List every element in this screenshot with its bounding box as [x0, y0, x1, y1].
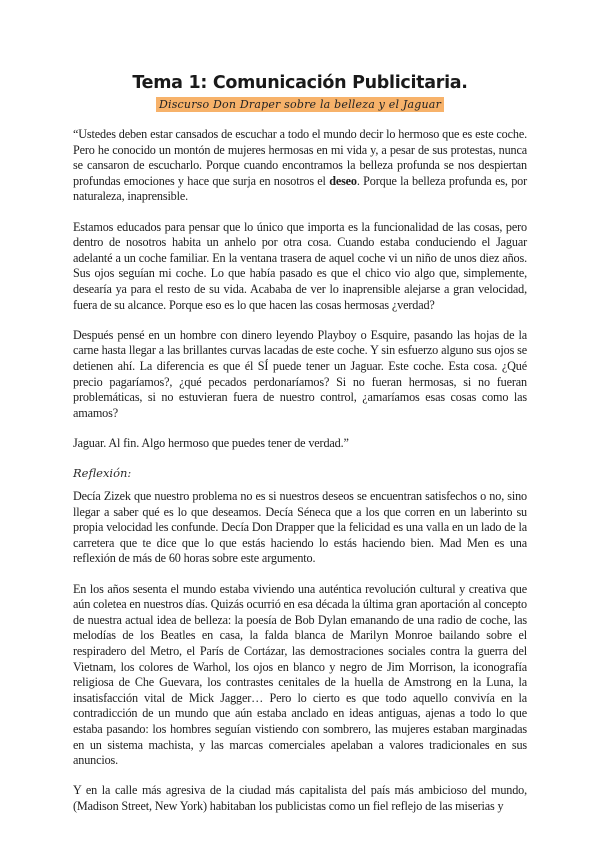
section-label-reflexion: Reflexión:	[73, 466, 132, 481]
paragraph-7: Y en la calle más agresiva de la ciudad más capitalista del país más ambicioso del mundo, (Madison Street, New York) habitaban los publicistas como un fiel reflejo de las miserias y	[73, 783, 527, 813]
subtitle-wrapper	[73, 94, 527, 113]
highlighted-subtitle: Discurso Don Draper sobre la belleza y el Jaguar	[156, 97, 444, 112]
paragraph-1-text-b: . Porque la belleza profunda es, por naturaleza, inaprensible.	[73, 173, 527, 204]
paragraph-6: En los años sesenta el mundo estaba viviendo una auténtica revolución cultural y creativa que aún coletea en nuestros días. Quizás ocurrió en esa década la última gran aportación al concepto de nuestra actual idea de belleza: la poesía de Bob Dylan emanando de una radio de coche, las melodías de los Beatles en casa, la falda blanca de Marilyn Monroe bailando sobre el respiradero del Metro, el París de Cortázar, las demostraciones sociales contra la guerra del Vietnam, los colores de Warhol, los ojos en blanco y negro de Jim Morrison, la iconografía religiosa de Che Guevara, los contrastes cenitales de la huella de Amstrong en la Luna, la insatisfacción vital de Mick Jagger… Pero lo cierto es que todo aquello convivía en la contradicción de un mundo que aún estaba anclado en ideas antiguas, ajenas a todo lo que estaba pasando: los hombres seguían vistiendo con sombrero, las mujeres estaban marginadas en un sistema machista, y las marcas comerciales apelaban a valores tradicionales en sus anuncios.	[73, 581, 527, 768]
document-title: Tema 1: Comunicación Publicitaria.	[132, 73, 468, 93]
paragraph-1-bold-word: deseo	[329, 173, 357, 188]
paragraph-1	[73, 127, 527, 205]
paragraph-1-text-a: “Ustedes deben estar cansados de escuchar a todo el mundo decir lo hermoso que es este coche. Pero he conocido un montón de mujeres hermosas en mi vida y, a pesar de sus protestas, nunca se cansaron de escucharlo. Porque cuando encontramos la belleza profunda se nos despiertan profundas emociones y hace que surja en nosotros el	[73, 127, 527, 188]
paragraph-3: Después pensé en un hombre con dinero leyendo Playboy o Esquire, pasando las hojas de la carne hasta llegar a las brillantes curvas lacadas de este coche. Y sin esfuerzo alguno sus ojos se detienen ahí. La diferencia es que él SÍ puede tener un Jaguar. Este coche. Esta cosa. ¿Qué precio pagaríamos?, ¿qué pecados perdonaríamos? Si no fueran hermosas, si no fueran problemáticas, si no estuvieran fuera de nuestro control, ¿amaríamos esas cosas como las amamos?	[73, 327, 527, 420]
paragraph-5: Decía Zizek que nuestro problema no es si nuestros deseos se encuentran satisfechos o no, sino llegar a saber qué es lo que deseamos. Decía Séneca que a los que corren en un laberinto su propia velocidad les confunde. Decía Don Drapper que la felicidad es una valla en un lado de la carretera que te dice que lo que estás haciendo lo estás haciendo bien. Mad Men es una reflexión de más de 60 horas sobre este argumento.	[73, 489, 527, 566]
paragraph-2: Estamos educados para pensar que lo único que importa es la funcionalidad de las cosas, pero dentro de nosotros habita un anhelo por otra cosa. Cuando estaba conduciendo el Jaguar adelanté a un coche familiar. En la ventana trasera de aquel coche vi un niño de unos diez años. Sus ojos seguían mi coche. Lo que había pasado es que el chico vio algo que, simplemente, desearía ya para el resto de su vida. Acababa de ver lo inaprensible alejarse a gran velocidad, fuera de su alcance. Porque eso es lo que hacen las cosas hermosas ¿verdad?	[73, 219, 527, 312]
paragraph-4: Jaguar. Al fin. Algo hermoso que puedes tener de verdad.”	[73, 435, 349, 450]
